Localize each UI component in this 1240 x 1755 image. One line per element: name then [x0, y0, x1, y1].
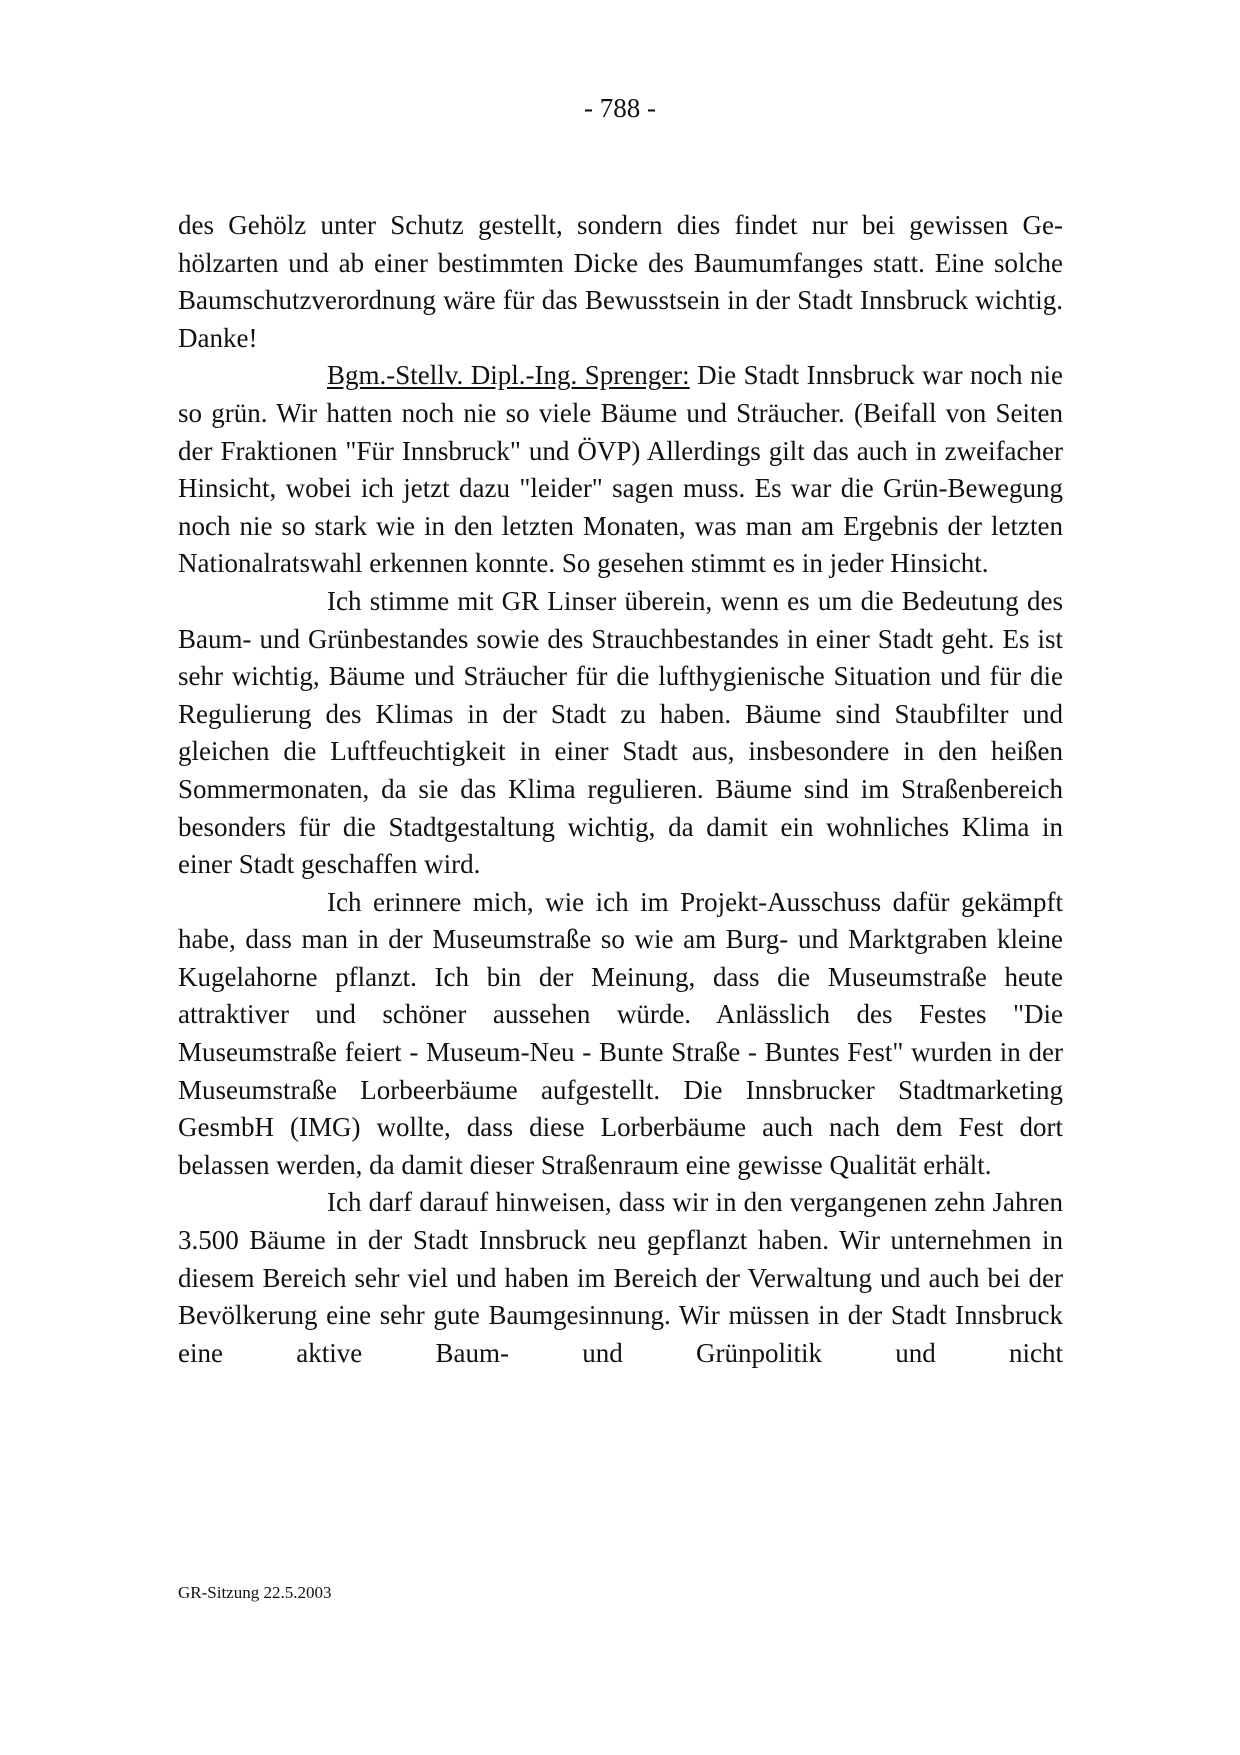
paragraph-4: Ich erinnere mich, wie ich im Projekt-Ausschuss dafür gekämpft habe, dass man in der Museumstraße so wie am Burg- und Marktgraben kleine Kugelahorne pflanzt. Ich bin der Meinung, dass die Museumstraße heute attraktiver und schöner aussehen würde. Anlässlich des Festes "Die Museumstraße feiert - Museum-Neu - Bunte Straße - Buntes Fest" wurden in der Museumstraße Lorbeerbäume aufgestellt. Die Innsbrucker Stadtmarketing GesmbH (IMG) wollte, dass diese Lorberbäume auch nach dem Fest dort belassen werden, da damit dieser Straßenraum eine gewisse Qualität erhält. — [178, 886, 1063, 1180]
paragraph-5: Ich darf darauf hinweisen, dass wir in den vergangenen zehn Jahren 3.500 Bäume in der Stadt Innsbruck neu gepflanzt haben. Wir unternehmen in diesem Bereich sehr viel und haben im Bereich der Verwaltung und auch bei der Bevölkerung eine sehr gute Baumgesinnung. Wir müssen in der Stadt Innsbruck eine aktive Baum- und Grünpolitik und nicht — [178, 1187, 1063, 1368]
paragraph-1: des Gehölz unter Schutz gestellt, sondern dies findet nur bei gewissen Gehölzarten und ab einer bestimmten Dicke des Baumumfanges statt. Eine solche Baumschutzverordnung wäre für das Bewusstsein in der Stadt Innsbruck wichtig. Danke! — [178, 210, 1063, 353]
document-body — [178, 207, 1063, 1372]
paragraph-2-speech — [178, 357, 1063, 583]
page-number: - 788 - — [584, 93, 656, 123]
speech-text: Die Stadt Innsbruck war noch nie so grün. Wir hatten noch nie so viele Bäume und Sträucher. (Beifall von Seiten der Fraktionen "Für Innsbruck" und ÖVP) Allerdings gilt das auch in zweifacher Hinsicht, wobei ich jetzt dazu "leider" sagen muss. Es war die Grün-Bewegung noch nie so stark wie in den letzten Monaten, was man am Ergebnis der letzten Nationalratswahl erkennen konnte. So gesehen stimmt es in jeder Hinsicht. — [178, 360, 1063, 579]
paragraph-3: Ich stimme mit GR Linser überein, wenn es um die Bedeutung des Baum- und Grünbestandes sowie des Strauchbestandes in einer Stadt geht. Es ist sehr wichtig, Bäume und Sträucher für die lufthygienische Situation und für die Regulierung des Klimas in der Stadt zu haben. Bäume sind Staubfilter und gleichen die Luftfeuchtigkeit in einer Stadt aus, insbesondere in den heißen Sommermonaten, da sie das Klima regulieren. Bäume sind im Straßenbereich besonders für die Stadtgestaltung wichtig, da damit ein wohnliches Klima in einer Stadt geschaffen wird. — [178, 585, 1063, 880]
footer-session-date: GR-Sitzung 22.5.2003 — [178, 1583, 332, 1602]
speaker-name: Bgm.-Stellv. Dipl.-Ing. Sprenger: — [327, 360, 690, 391]
